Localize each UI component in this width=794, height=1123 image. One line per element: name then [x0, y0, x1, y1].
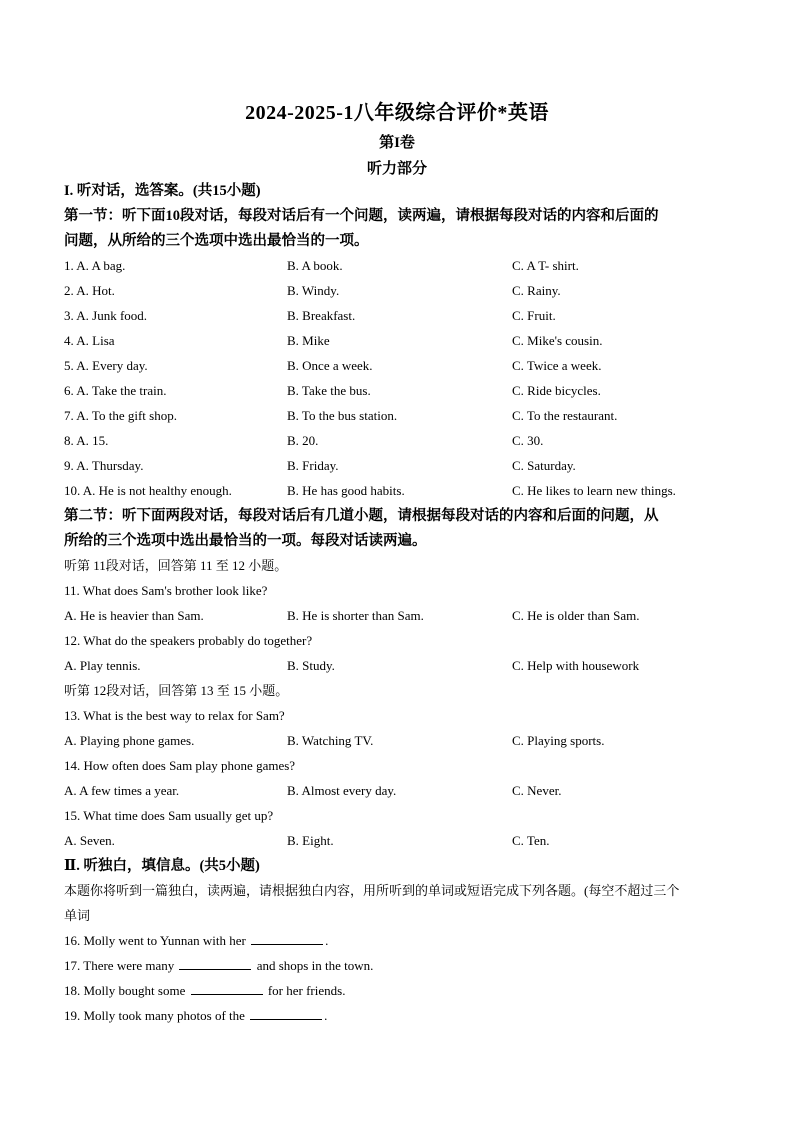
- option-c: C. Twice a week.: [512, 358, 602, 373]
- option-a: 4. A. Lisa: [64, 333, 115, 348]
- question-17-text: 17. There were many: [64, 958, 175, 973]
- option-b: B. 20.: [287, 433, 319, 448]
- option-a: A. A few times a year.: [64, 783, 180, 798]
- question-17: [64, 957, 744, 975]
- option-b: B. Once a week.: [287, 358, 373, 373]
- option-c: C. Never.: [512, 783, 562, 798]
- exam-title: 2024-2025-1八年级综合评价*英语: [245, 102, 549, 124]
- option-b: B. Breakfast.: [287, 308, 356, 323]
- option-c: C. Help with housework: [512, 658, 640, 673]
- question-18-text: 18. Molly bought some: [64, 983, 186, 998]
- question-18: [64, 982, 744, 1000]
- answer-blank-19: [250, 1007, 322, 1020]
- option-b: B. Almost every day.: [287, 783, 397, 798]
- option-a: 7. A. To the gift shop.: [64, 408, 177, 423]
- option-b: B. Windy.: [287, 283, 340, 298]
- option-c: C. Mike's cousin.: [512, 333, 603, 348]
- option-c: C. He is older than Sam.: [512, 608, 640, 623]
- question-18-end: for her friends.: [267, 983, 346, 998]
- option-a: 3. A. Junk food.: [64, 308, 148, 323]
- answer-blank-17: [179, 957, 251, 970]
- section2-heading: Ⅱ. 听独白，填信息。(共5小题): [64, 858, 260, 874]
- question-13: 13. What is the best way to relax for Sam?: [64, 708, 285, 723]
- dialogue11-intro: 听第 11段对话，回答第 11 至 12 小题。: [64, 558, 288, 573]
- section2-instruction-line1: 本题你将听到一篇独白，读两遍，请根据独白内容，用所听到的单词或短语完成下列各题。(每空不超过三个: [64, 883, 680, 898]
- option-b: B. He is shorter than Sam.: [287, 608, 424, 623]
- option-c: C. A T- shirt.: [512, 258, 579, 273]
- answer-blank-16: [251, 932, 323, 945]
- option-c: C. To the restaurant.: [512, 408, 618, 423]
- option-a: A. Play tennis.: [64, 658, 141, 673]
- question-16-end: .: [325, 933, 329, 948]
- option-a: 9. A. Thursday.: [64, 458, 144, 473]
- option-b: B. Eight.: [287, 833, 334, 848]
- section1-sub1-line1: 第一节：听下面10段对话，每段对话后有一个问题，读两遍，请根据每段对话的内容和后面的: [64, 208, 659, 224]
- volume-label: 第I卷: [379, 135, 415, 151]
- option-c: C. Ten.: [512, 833, 550, 848]
- option-c: C. Rainy.: [512, 283, 561, 298]
- option-a: 6. A. Take the train.: [64, 383, 167, 398]
- option-a: 1. A. A bag.: [64, 258, 126, 273]
- section2-instruction-line2: 单词: [64, 908, 91, 923]
- option-c: C. Fruit.: [512, 308, 556, 323]
- option-a: 5. A. Every day.: [64, 358, 148, 373]
- option-b: B. Study.: [287, 658, 335, 673]
- option-a: 10. A. He is not healthy enough.: [64, 483, 232, 498]
- option-a: A. Seven.: [64, 833, 115, 848]
- option-a: 2. A. Hot.: [64, 283, 115, 298]
- option-b: B. To the bus station.: [287, 408, 398, 423]
- section1-sub1-line2: 问题，从所给的三个选项中选出最恰当的一项。: [64, 233, 369, 249]
- option-b: B. He has good habits.: [287, 483, 405, 498]
- option-b: B. A book.: [287, 258, 343, 273]
- option-c: C. 30.: [512, 433, 544, 448]
- question-16: [64, 932, 744, 950]
- option-c: C. Saturday.: [512, 458, 576, 473]
- option-a: A. Playing phone games.: [64, 733, 195, 748]
- question-12: 12. What do the speakers probably do together?: [64, 633, 313, 648]
- section1-sub2-line1: 第二节：听下面两段对话，每段对话后有几道小题，请根据每段对话的内容和后面的问题，从: [64, 508, 659, 524]
- option-c: C. Ride bicycles.: [512, 383, 601, 398]
- question-14: 14. How often does Sam play phone games?: [64, 758, 296, 773]
- option-b: B. Mike: [287, 333, 330, 348]
- question-17-end: and shops in the town.: [256, 958, 374, 973]
- question-16-text: 16. Molly went to Yunnan with her: [64, 933, 246, 948]
- question-19-end: .: [324, 1008, 328, 1023]
- dialogue12-intro: 听第 12段对话，回答第 13 至 15 小题。: [64, 683, 289, 698]
- option-a: 8. A. 15.: [64, 433, 109, 448]
- answer-blank-18: [191, 982, 263, 995]
- option-b: B. Watching TV.: [287, 733, 374, 748]
- option-c: C. Playing sports.: [512, 733, 605, 748]
- option-a: A. He is heavier than Sam.: [64, 608, 204, 623]
- question-15: 15. What time does Sam usually get up?: [64, 808, 274, 823]
- question-11: 11. What does Sam's brother look like?: [64, 583, 268, 598]
- part-label: 听力部分: [366, 161, 427, 177]
- option-c: C. He likes to learn new things.: [512, 483, 676, 498]
- section1-sub2-line2: 所给的三个选项中选出最恰当的一项。每段对话读两遍。: [64, 533, 427, 549]
- question-19: [64, 1007, 744, 1025]
- question-19-text: 19. Molly took many photos of the: [64, 1008, 245, 1023]
- option-b: B. Take the bus.: [287, 383, 371, 398]
- option-b: B. Friday.: [287, 458, 339, 473]
- section1-heading: I. 听对话，选答案。(共15小题): [64, 183, 261, 199]
